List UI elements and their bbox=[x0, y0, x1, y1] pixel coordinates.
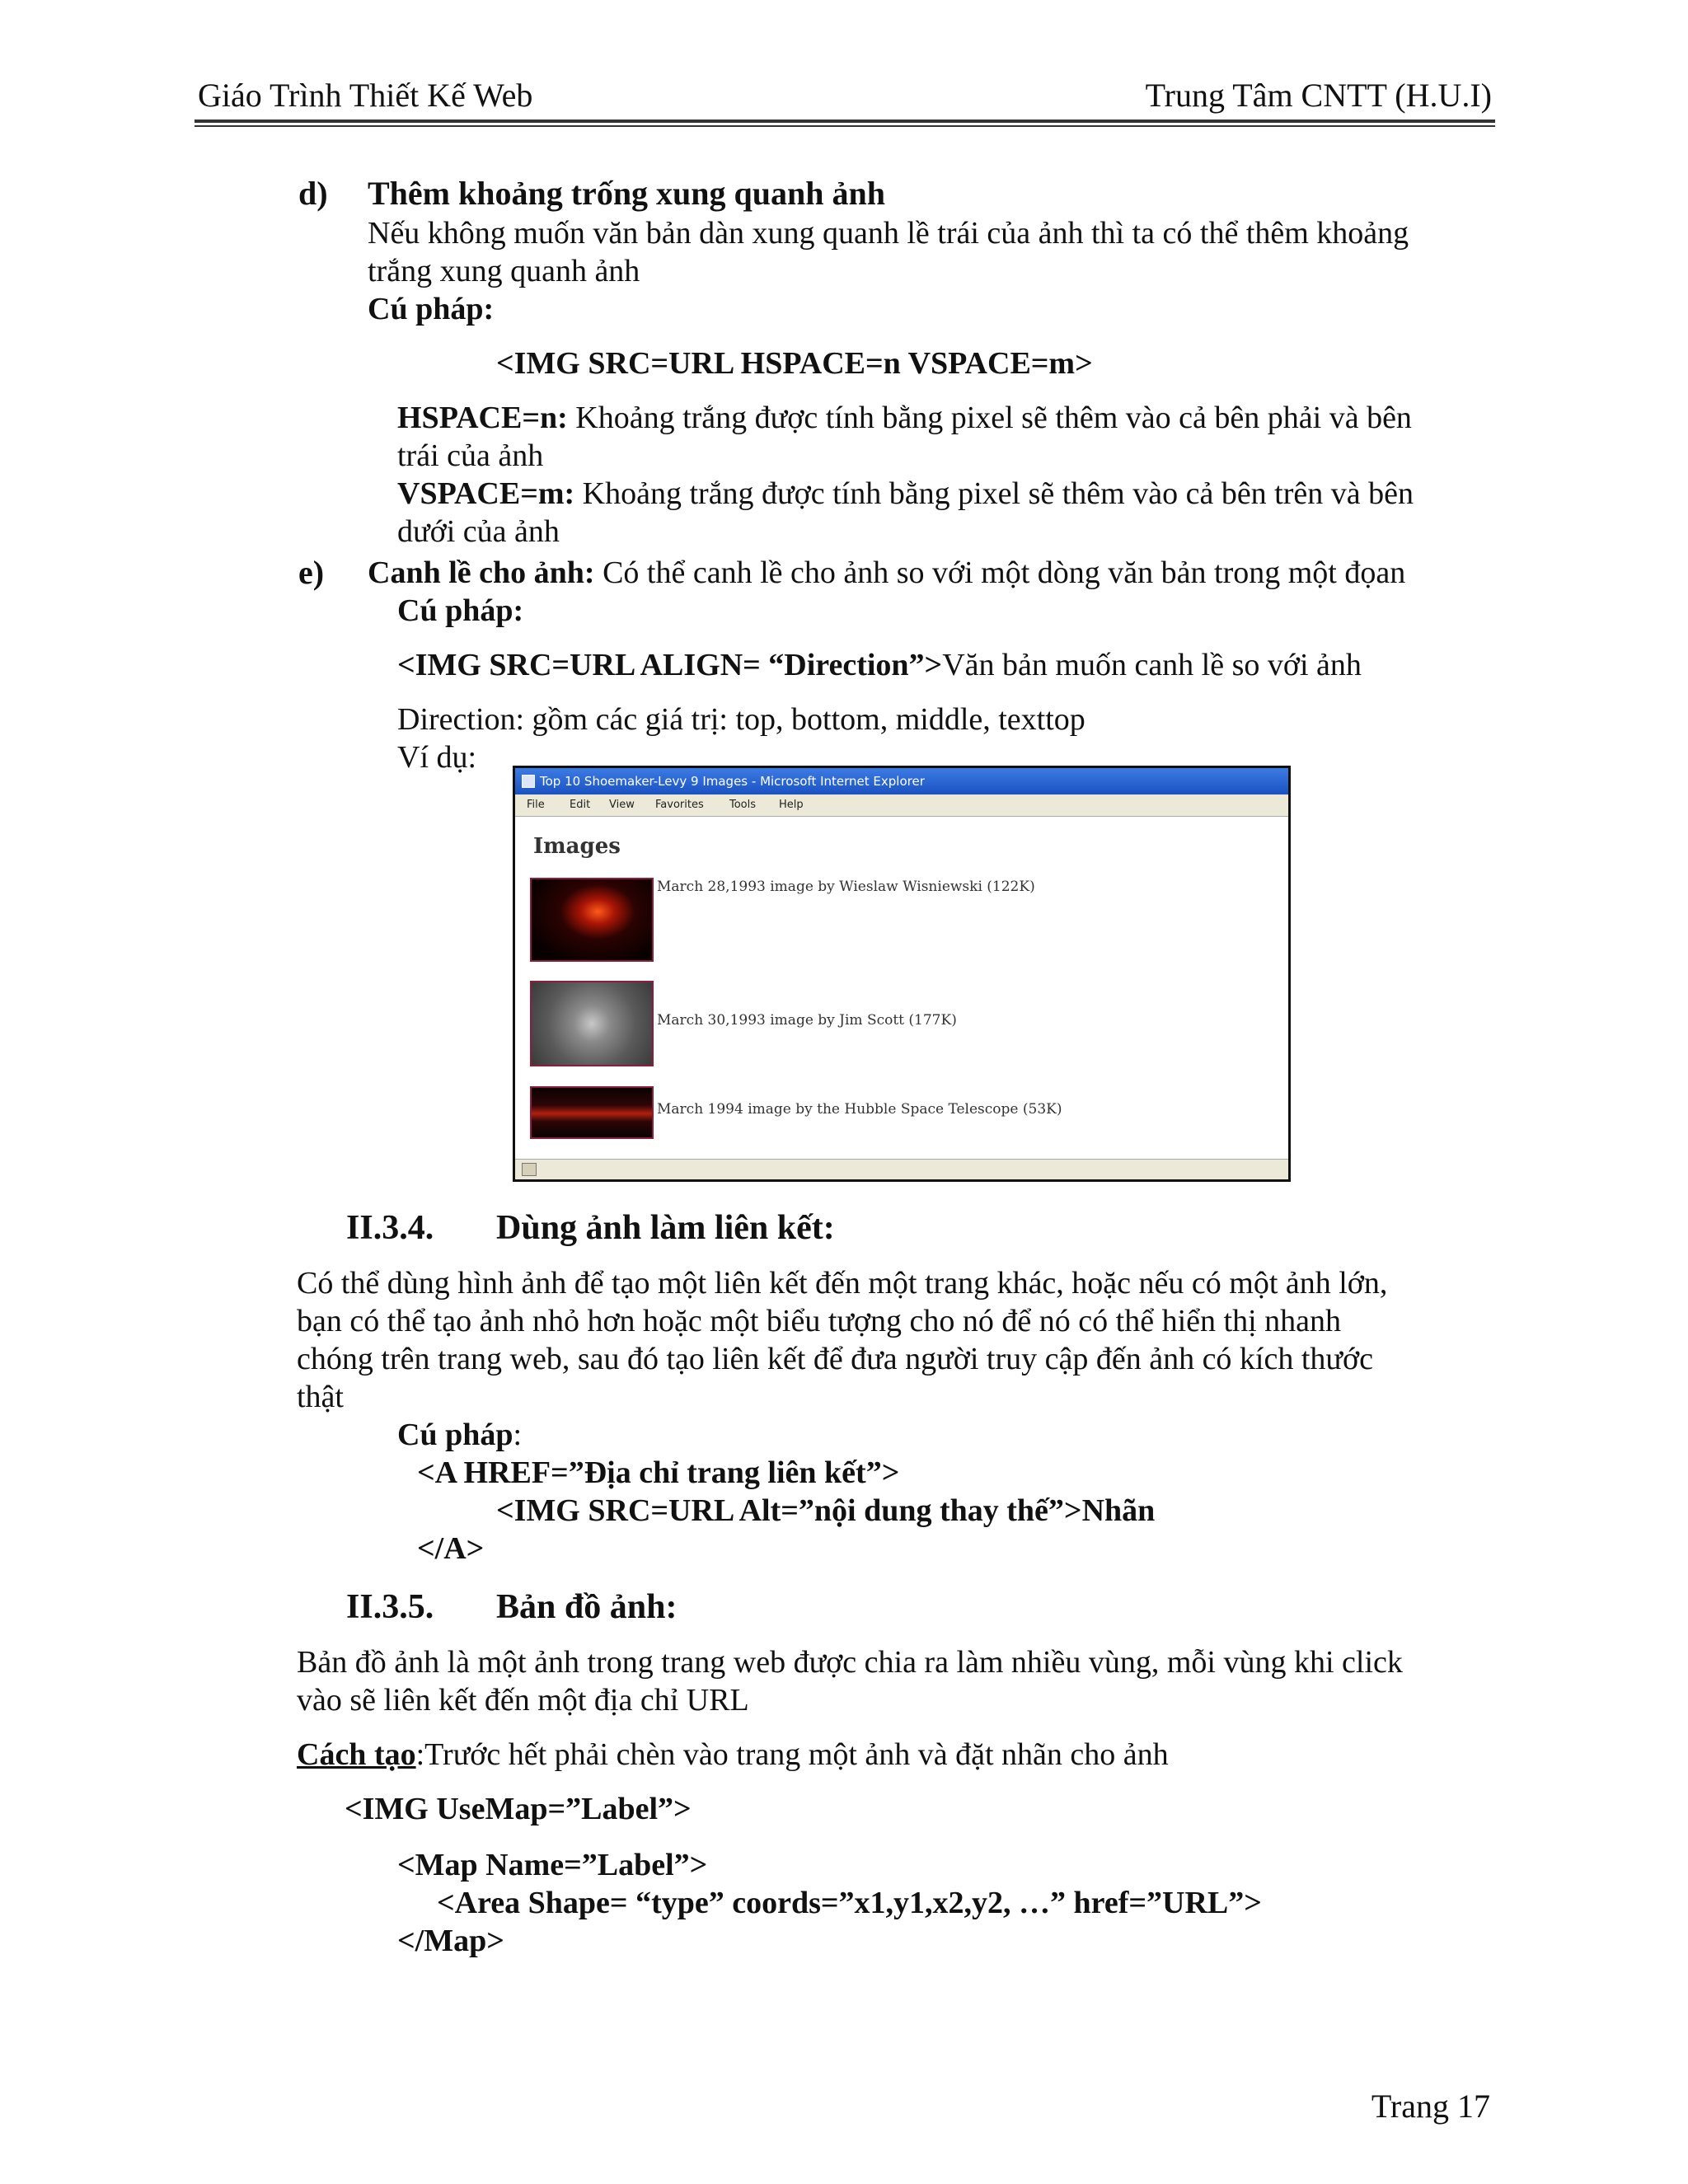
section-e-marker: e) bbox=[298, 554, 325, 591]
hspace-desc-line2: trái của ảnh bbox=[397, 438, 544, 473]
vspace-term: VSPACE=m: bbox=[397, 476, 575, 511]
browser-screenshot bbox=[513, 766, 1291, 1182]
section-234-title: Dùng ảnh làm liên kết: bbox=[496, 1209, 835, 1247]
section-d-marker: d) bbox=[298, 175, 328, 212]
map-code-img: <IMG UseMap=”Label”> bbox=[345, 1792, 692, 1826]
page-icon bbox=[522, 1163, 537, 1176]
section-e-code-line bbox=[397, 646, 1362, 684]
section-e-code: <IMG SRC=URL ALIGN= “Direction”> bbox=[397, 648, 943, 682]
image-caption-2: March 30,1993 image by Jim Scott (177K) bbox=[657, 1012, 957, 1029]
header-divider-thin bbox=[195, 125, 1495, 127]
comet-image-2 bbox=[530, 981, 654, 1066]
direction-values: Direction: gồm các giá trị: top, bottom, middle, texttop bbox=[397, 702, 1085, 737]
section-234-syntax-colon: : bbox=[513, 1418, 523, 1452]
section-235-para-line2: vào sẽ liên kết đến một địa chỉ URL bbox=[297, 1683, 749, 1718]
menu-view: View bbox=[609, 799, 635, 811]
menu-edit: Edit bbox=[570, 799, 591, 811]
section-e-desc: Có thể canh lề cho ảnh so với một dòng văn bản trong một đọan bbox=[594, 555, 1406, 590]
section-d-code: <IMG SRC=URL HSPACE=n VSPACE=m> bbox=[496, 346, 1093, 381]
section-234-number: II.3.4. bbox=[346, 1209, 434, 1247]
section-e-syntax-label: Cú pháp: bbox=[397, 593, 524, 628]
menu-tools: Tools bbox=[729, 799, 757, 811]
link-code-close: </A> bbox=[417, 1531, 485, 1566]
section-e-title: Canh lề cho ảnh: bbox=[368, 555, 595, 590]
page-number: Trang 17 bbox=[1371, 2088, 1490, 2125]
map-code-area: <Area Shape= “type” coords=”x1,y1,x2,y2, …” href=”URL”> bbox=[437, 1886, 1262, 1920]
example-label: Ví dụ: bbox=[397, 740, 477, 775]
section-e-code-text: Văn bản muốn canh lề so với ảnh bbox=[942, 648, 1362, 682]
section-234-para-line2: bạn có thể tạo ảnh nhỏ hơn hoặc một biểu tượng cho nó để nó có thể hiển thị nhanh bbox=[297, 1304, 1341, 1338]
header-left-title: Giáo Trình Thiết Kế Web bbox=[198, 77, 533, 114]
browser-menu-bar bbox=[515, 794, 1288, 817]
vspace-desc: Khoảng trắng được tính bằng pixel sẽ thêm vào cả bên trên và bên bbox=[574, 476, 1414, 511]
how-to-text: :Trước hết phải chèn vào trang một ảnh và đặt nhãn cho ảnh bbox=[415, 1737, 1169, 1772]
link-code-open: <A HREF=”Địa chỉ trang liên kết”> bbox=[417, 1455, 900, 1490]
header-right-title: Trung Tâm CNTT (H.U.I) bbox=[1145, 77, 1492, 114]
ie-icon bbox=[522, 775, 535, 788]
hspace-term: HSPACE=n: bbox=[397, 401, 568, 435]
browser-title-bar bbox=[515, 768, 1288, 794]
section-234-para-line3: chóng trên trang web, sau đó tạo liên kết để đưa người truy cập đến ảnh có kích thước bbox=[297, 1342, 1373, 1376]
how-to-label: Cách tạo bbox=[297, 1737, 416, 1772]
section-234-syntax bbox=[397, 1416, 522, 1454]
menu-file: File bbox=[527, 799, 545, 811]
browser-page-heading: Images bbox=[533, 834, 621, 859]
menu-favorites: Favorites bbox=[655, 799, 704, 811]
browser-status-bar bbox=[515, 1159, 1288, 1179]
section-234-syntax-label: Cú pháp bbox=[397, 1418, 513, 1452]
section-d-title: Thêm khoảng trống xung quanh ảnh bbox=[368, 175, 886, 212]
comet-image-1 bbox=[530, 878, 654, 962]
section-234-para-line4: thật bbox=[297, 1380, 344, 1414]
header-divider bbox=[195, 120, 1495, 123]
section-d-syntax-label: Cú pháp: bbox=[368, 292, 495, 326]
link-code-img: <IMG SRC=URL Alt=”nội dung thay thế”>Nhãn bbox=[496, 1493, 1156, 1528]
vspace-desc-line2: dưới của ảnh bbox=[397, 514, 560, 549]
section-234-para-line1: Có thể dùng hình ảnh để tạo một liên kết đến một trang khác, hoặc nếu có một ảnh lớn, bbox=[297, 1266, 1388, 1301]
menu-help: Help bbox=[779, 799, 804, 811]
browser-window-title: Top 10 Shoemaker-Levy 9 Images - Microsoft Internet Explorer bbox=[540, 774, 925, 789]
hspace-definition bbox=[397, 399, 1412, 437]
section-235-title: Bản đồ ảnh: bbox=[496, 1588, 678, 1626]
section-d-desc-line1: Nếu không muốn văn bản dàn xung quanh lề trái của ảnh thì ta có thể thêm khoảng bbox=[368, 216, 1409, 251]
how-to-line bbox=[297, 1736, 1169, 1774]
section-235-para-line1: Bản đồ ảnh là một ảnh trong trang web được chia ra làm nhiều vùng, mỗi vùng khi click bbox=[297, 1645, 1403, 1680]
section-235-number: II.3.5. bbox=[346, 1588, 434, 1626]
vspace-definition bbox=[397, 475, 1414, 513]
hspace-desc: Khoảng trắng được tính bằng pixel sẽ thêm vào cả bên phải và bên bbox=[567, 401, 1412, 435]
map-code-close: </Map> bbox=[397, 1924, 504, 1958]
image-caption-3: March 1994 image by the Hubble Space Telescope (53K) bbox=[657, 1101, 1062, 1118]
section-d-desc-line2: trắng xung quanh ảnh bbox=[368, 254, 640, 288]
comet-image-3 bbox=[530, 1086, 654, 1139]
image-caption-1: March 28,1993 image by Wieslaw Wisniewski (122K) bbox=[657, 879, 1035, 895]
section-e-heading bbox=[368, 554, 1405, 592]
map-code-open: <Map Name=”Label”> bbox=[397, 1848, 708, 1882]
